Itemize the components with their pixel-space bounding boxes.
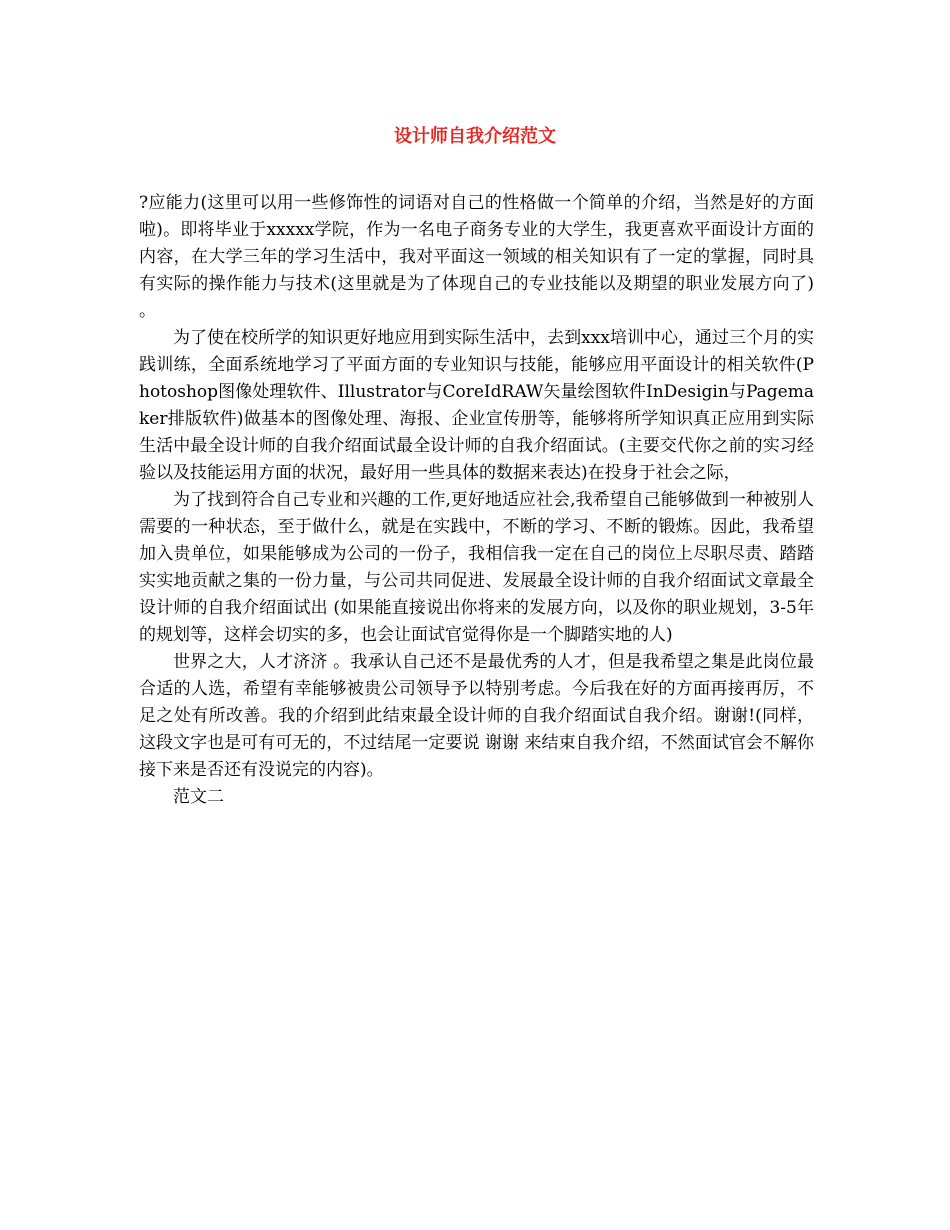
paragraph-1: ?应能力(这里可以用一些修饰性的词语对自己的性格做一个简单的介绍，当然是好的方面啦)。即将毕业于xxxxx学院，作为一名电子商务专业的大学生，我更喜欢平面设计方面的内容，在大学三年的学习生活中，我对平面这一领域的相关知识有了一定的掌握，同时具有实际的操作能力与技术(这里就是为了体现自己的专业技能以及期望的职业发展方向了)。	[139, 193, 814, 321]
paragraph-2: 为了使在校所学的知识更好地应用到实际生活中，去到xxx培训中心，通过三个月的实践训练，全面系统地学习了平面方面的专业知识与技能，能够应用平面设计的相关软件(Photoshop图像处理软件、Illustrator与CoreIdRAW矢量绘图软件InDesigin与Pagemaker排版软件)做基本的图像处理、海报、企业宣传册等，能够将所学知识真正应用到实际生活中最全设计师的自我介绍面试最全设计师的自我介绍面试。(主要交代你之前的实习经验以及技能运用方面的状况，最好用一些具体的数据来表达)在投身于社会之际，	[139, 328, 814, 483]
paragraph-5: 范文二	[173, 787, 224, 807]
document-body	[139, 190, 814, 811]
paragraph-3: 为了找到符合自己专业和兴趣的工作,更好地适应社会,我希望自己能够做到一种被别人需要的一种状态，至于做什么，就是在实践中，不断的学习、不断的锻炼。因此，我希望加入贵单位，如果能够成为公司的一份子，我相信我一定在自己的岗位上尽职尽责、踏踏实实地贡献之集的一份力量，与公司共同促进、发展最全设计师的自我介绍面试文章最全设计师的自我介绍面试出 (如果能直接说出你将来的发展方向，以及你的职业规划，3-5年的规划等，这样会切实的多，也会让面试官觉得你是一个脚踏实地的人)	[139, 490, 814, 645]
document-title: 设计师自我介绍范文	[394, 126, 556, 147]
paragraph-4: 世界之大，人才济济 。我承认自己还不是最优秀的人才，但是我希望之集是此岗位最合适的人选，希望有幸能够被贵公司领导予以特别考虑。今后我在好的方面再接再厉，不足之处有所改善。我的介绍到此结束最全设计师的自我介绍面试自我介绍。谢谢!(同样，这段文字也是可有可无的，不过结尾一定要说 谢谢 来结束自我介绍，不然面试官会不解你接下来是否还有没说完的内容)。	[139, 652, 814, 780]
